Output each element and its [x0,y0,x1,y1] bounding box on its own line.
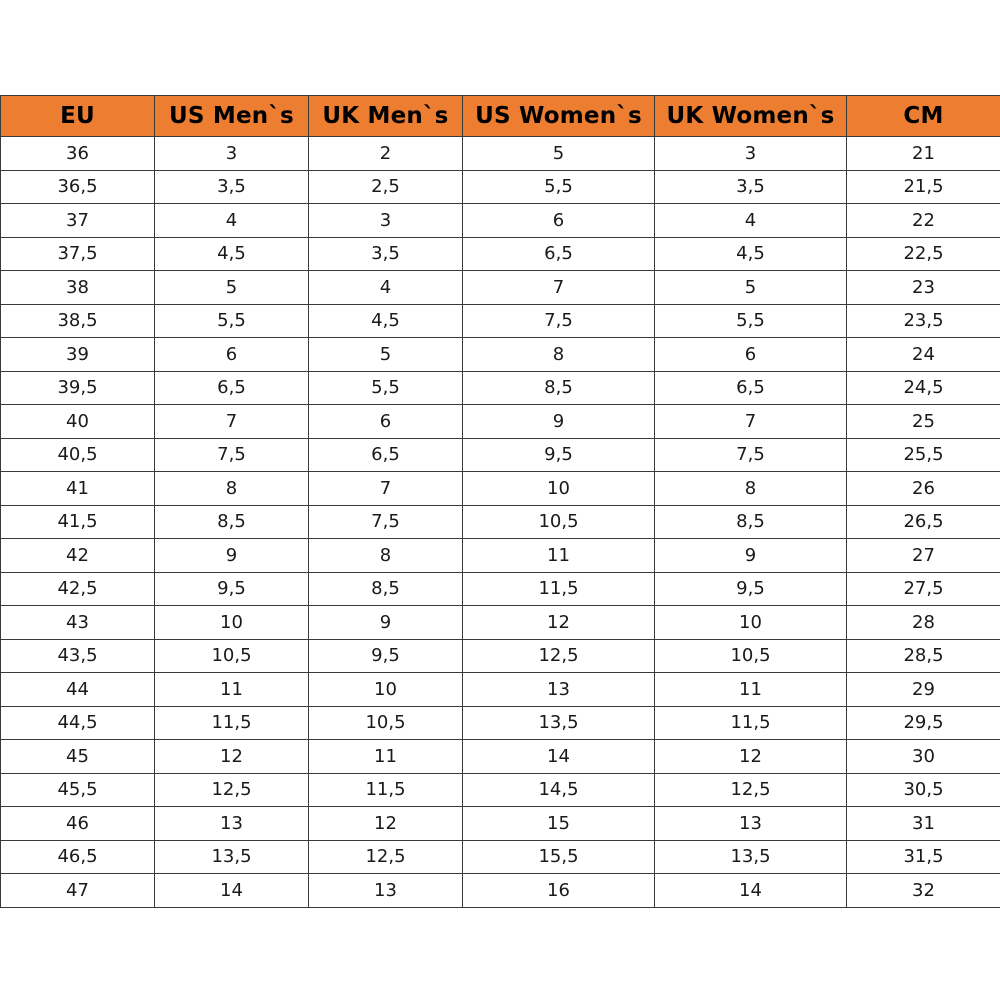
cell-eu: 39 [1,338,155,372]
cell-us-womens: 14,5 [463,773,655,807]
cell-uk-womens: 11 [655,673,847,707]
table-row [1,505,1000,539]
cell-eu: 41,5 [1,505,155,539]
cell-us-mens: 9 [155,539,309,573]
cell-uk-womens: 11,5 [655,706,847,740]
cell-us-womens: 9,5 [463,438,655,472]
cell-us-womens: 16 [463,874,655,908]
cell-cm: 26 [847,472,1000,506]
cell-uk-mens: 7,5 [309,505,463,539]
cell-uk-womens: 12,5 [655,773,847,807]
cell-uk-mens: 10,5 [309,706,463,740]
table-row [1,639,1000,673]
cell-eu: 47 [1,874,155,908]
cell-uk-mens: 9 [309,606,463,640]
cell-uk-womens: 3,5 [655,170,847,204]
cell-uk-womens: 10 [655,606,847,640]
cell-uk-womens: 5,5 [655,304,847,338]
cell-cm: 30,5 [847,773,1000,807]
cell-uk-mens: 4,5 [309,304,463,338]
cell-cm: 29,5 [847,706,1000,740]
header-us-womens: US Women`s [463,96,655,137]
cell-us-mens: 12 [155,740,309,774]
cell-uk-mens: 8,5 [309,572,463,606]
table-row [1,572,1000,606]
table-row [1,304,1000,338]
cell-uk-womens: 3 [655,137,847,171]
cell-uk-womens: 10,5 [655,639,847,673]
cell-uk-mens: 5,5 [309,371,463,405]
cell-us-mens: 3,5 [155,170,309,204]
cell-cm: 29 [847,673,1000,707]
cell-cm: 27,5 [847,572,1000,606]
cell-uk-mens: 8 [309,539,463,573]
cell-us-womens: 7 [463,271,655,305]
cell-eu: 38 [1,271,155,305]
cell-eu: 43,5 [1,639,155,673]
cell-cm: 23,5 [847,304,1000,338]
cell-cm: 22 [847,204,1000,238]
cell-eu: 42 [1,539,155,573]
cell-cm: 31 [847,807,1000,841]
cell-us-mens: 3 [155,137,309,171]
cell-eu: 40 [1,405,155,439]
cell-cm: 27 [847,539,1000,573]
table-row [1,371,1000,405]
cell-us-womens: 15 [463,807,655,841]
cell-cm: 25,5 [847,438,1000,472]
cell-us-womens: 11,5 [463,572,655,606]
cell-uk-mens: 10 [309,673,463,707]
cell-us-mens: 7 [155,405,309,439]
cell-eu: 37,5 [1,237,155,271]
cell-us-womens: 8,5 [463,371,655,405]
cell-us-mens: 7,5 [155,438,309,472]
table-row [1,807,1000,841]
cell-cm: 26,5 [847,505,1000,539]
cell-us-mens: 8 [155,472,309,506]
cell-us-womens: 12,5 [463,639,655,673]
table-row [1,137,1000,171]
cell-us-mens: 10,5 [155,639,309,673]
cell-uk-mens: 11,5 [309,773,463,807]
cell-uk-womens: 9,5 [655,572,847,606]
cell-us-womens: 10,5 [463,505,655,539]
cell-us-mens: 11,5 [155,706,309,740]
table-row [1,874,1000,908]
cell-uk-mens: 12,5 [309,840,463,874]
cell-uk-womens: 4 [655,204,847,238]
table-row [1,606,1000,640]
size-conversion-table [0,95,1000,908]
cell-uk-mens: 5 [309,338,463,372]
cell-uk-womens: 8,5 [655,505,847,539]
cell-us-womens: 13,5 [463,706,655,740]
cell-us-mens: 6,5 [155,371,309,405]
cell-us-womens: 10 [463,472,655,506]
cell-eu: 45 [1,740,155,774]
table-row [1,405,1000,439]
table-row [1,539,1000,573]
cell-us-mens: 8,5 [155,505,309,539]
cell-uk-womens: 7 [655,405,847,439]
cell-us-mens: 5,5 [155,304,309,338]
table-header [1,96,1000,137]
cell-us-womens: 8 [463,338,655,372]
cell-us-mens: 9,5 [155,572,309,606]
table-row [1,673,1000,707]
cell-cm: 24 [847,338,1000,372]
cell-cm: 23 [847,271,1000,305]
cell-eu: 42,5 [1,572,155,606]
cell-uk-womens: 7,5 [655,438,847,472]
cell-uk-womens: 4,5 [655,237,847,271]
cell-uk-mens: 7 [309,472,463,506]
table-row [1,338,1000,372]
cell-cm: 21 [847,137,1000,171]
cell-cm: 28 [847,606,1000,640]
cell-uk-mens: 12 [309,807,463,841]
cell-eu: 41 [1,472,155,506]
table-body [1,137,1000,908]
header-us-mens: US Men`s [155,96,309,137]
cell-eu: 44 [1,673,155,707]
cell-us-womens: 6 [463,204,655,238]
cell-uk-womens: 6 [655,338,847,372]
cell-eu: 39,5 [1,371,155,405]
cell-cm: 24,5 [847,371,1000,405]
cell-uk-womens: 14 [655,874,847,908]
cell-us-womens: 15,5 [463,840,655,874]
cell-uk-womens: 13 [655,807,847,841]
table-row [1,237,1000,271]
cell-uk-mens: 9,5 [309,639,463,673]
cell-us-mens: 12,5 [155,773,309,807]
cell-uk-womens: 12 [655,740,847,774]
cell-cm: 22,5 [847,237,1000,271]
cell-uk-mens: 13 [309,874,463,908]
cell-us-womens: 5 [463,137,655,171]
cell-uk-womens: 9 [655,539,847,573]
cell-eu: 46 [1,807,155,841]
cell-us-mens: 13 [155,807,309,841]
header-cm: CM [847,96,1000,137]
cell-uk-womens: 6,5 [655,371,847,405]
header-uk-womens: UK Women`s [655,96,847,137]
cell-uk-mens: 6,5 [309,438,463,472]
cell-cm: 28,5 [847,639,1000,673]
cell-us-womens: 6,5 [463,237,655,271]
cell-us-womens: 9 [463,405,655,439]
table-row [1,840,1000,874]
table-row [1,740,1000,774]
cell-uk-womens: 5 [655,271,847,305]
cell-uk-mens: 2,5 [309,170,463,204]
cell-eu: 37 [1,204,155,238]
cell-eu: 36 [1,137,155,171]
cell-uk-mens: 3,5 [309,237,463,271]
cell-uk-mens: 2 [309,137,463,171]
table-row [1,204,1000,238]
cell-us-mens: 5 [155,271,309,305]
header-uk-mens: UK Men`s [309,96,463,137]
header-eu: EU [1,96,155,137]
cell-eu: 44,5 [1,706,155,740]
cell-us-mens: 4,5 [155,237,309,271]
cell-cm: 31,5 [847,840,1000,874]
header-row [1,96,1000,137]
cell-uk-mens: 3 [309,204,463,238]
table-row [1,472,1000,506]
cell-us-womens: 12 [463,606,655,640]
cell-us-mens: 4 [155,204,309,238]
cell-uk-mens: 4 [309,271,463,305]
cell-us-mens: 11 [155,673,309,707]
cell-uk-mens: 6 [309,405,463,439]
cell-uk-womens: 13,5 [655,840,847,874]
cell-uk-womens: 8 [655,472,847,506]
cell-us-womens: 7,5 [463,304,655,338]
cell-us-mens: 10 [155,606,309,640]
cell-cm: 25 [847,405,1000,439]
table-row [1,170,1000,204]
cell-us-womens: 13 [463,673,655,707]
cell-eu: 40,5 [1,438,155,472]
table-row [1,706,1000,740]
cell-cm: 30 [847,740,1000,774]
cell-us-mens: 6 [155,338,309,372]
table-row [1,271,1000,305]
cell-us-womens: 14 [463,740,655,774]
cell-us-mens: 14 [155,874,309,908]
cell-eu: 45,5 [1,773,155,807]
cell-us-womens: 11 [463,539,655,573]
cell-uk-mens: 11 [309,740,463,774]
cell-us-womens: 5,5 [463,170,655,204]
cell-eu: 43 [1,606,155,640]
cell-eu: 36,5 [1,170,155,204]
cell-eu: 38,5 [1,304,155,338]
cell-us-mens: 13,5 [155,840,309,874]
table-row [1,773,1000,807]
table-row [1,438,1000,472]
cell-cm: 21,5 [847,170,1000,204]
cell-eu: 46,5 [1,840,155,874]
cell-cm: 32 [847,874,1000,908]
